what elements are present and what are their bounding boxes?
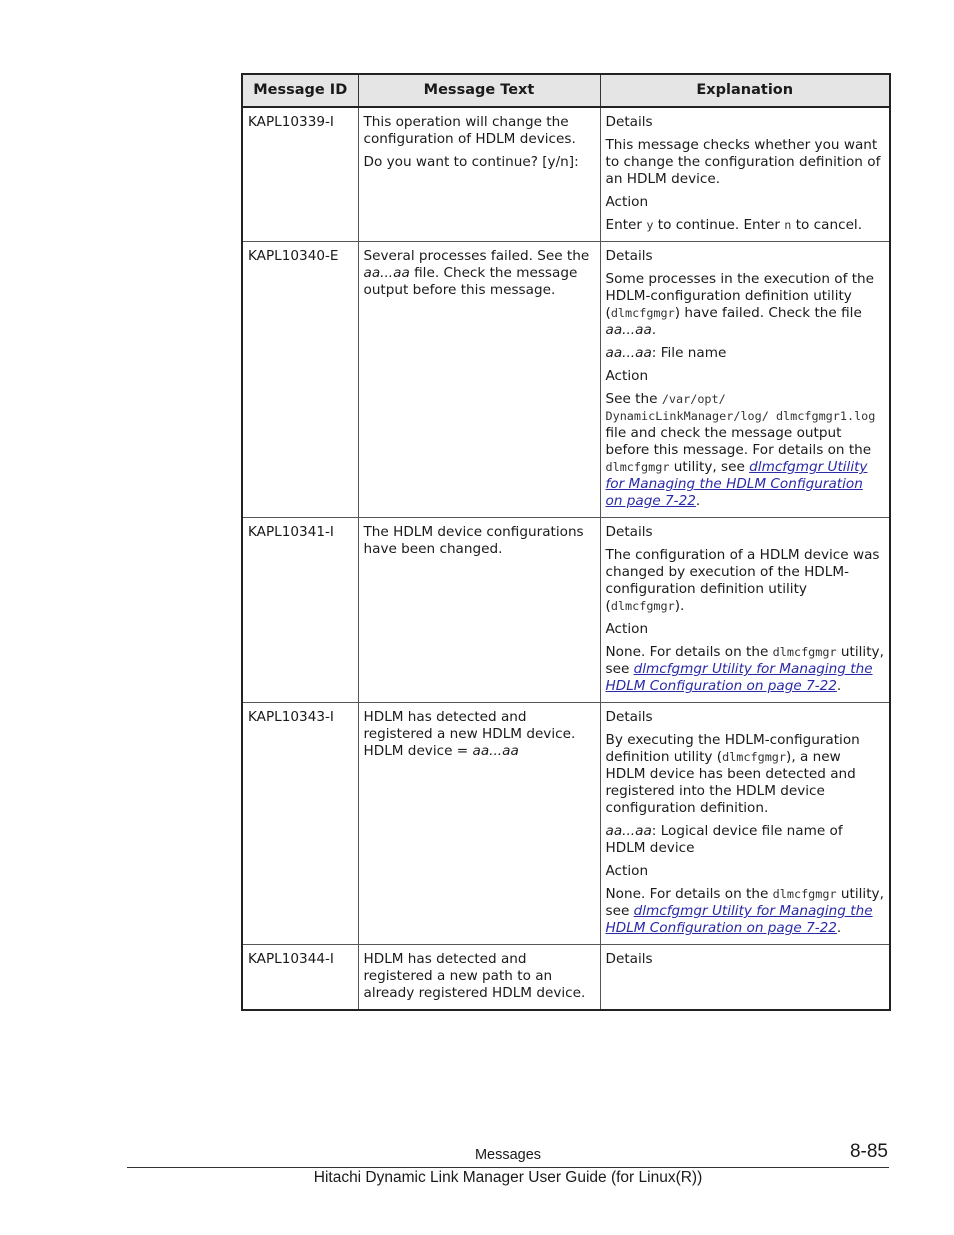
page-number: 8-85 bbox=[849, 1141, 888, 1162]
footer-guide-title: Hitachi Dynamic Link Manager User Guide (for Linux(R)) bbox=[313, 1169, 703, 1186]
message-text-line: Do you want to continue? [y/n]: bbox=[363, 154, 579, 170]
action-label: Action bbox=[605, 368, 649, 384]
footer-divider bbox=[127, 1167, 889, 1168]
action-text: None. For details on the dlmcfgmgr utility, see dlmcfgmgr Utility for Managing the HDLM Configuration on page 7-22. bbox=[605, 644, 884, 694]
message-text: Several processes failed. See the aa...aa file. Check the message output before this message. bbox=[358, 242, 600, 518]
cross-reference-link[interactable]: dlmcfgmgr Utility for Managing the HDLM Configuration on page 7-22 bbox=[605, 459, 868, 509]
details-text: Some processes in the execution of the HDLM-configuration definition utility (dlmcfgmgr) have failed. Check the file aa...aa. bbox=[605, 271, 875, 338]
details-label: Details bbox=[605, 524, 653, 540]
message-text: The HDLM device configurations have been changed. bbox=[358, 518, 600, 703]
action-label: Action bbox=[605, 621, 649, 637]
message-text-line: This operation will change the configuration of HDLM devices. bbox=[363, 114, 576, 147]
header-explanation: Explanation bbox=[600, 74, 890, 107]
table-header-row bbox=[242, 74, 890, 107]
explanation bbox=[600, 107, 890, 242]
cross-reference-link[interactable]: dlmcfgmgr Utility for Managing the HDLM Configuration on page 7-22 bbox=[605, 903, 873, 936]
explanation bbox=[600, 945, 890, 1011]
message-id: KAPL10344-I bbox=[242, 945, 358, 1011]
explanation bbox=[600, 703, 890, 945]
action-text: None. For details on the dlmcfgmgr utility, see dlmcfgmgr Utility for Managing the HDLM Configuration on page 7-22. bbox=[605, 886, 884, 936]
action-label: Action bbox=[605, 863, 649, 879]
details-label: Details bbox=[605, 248, 653, 264]
variable-note: aa...aa: File name bbox=[605, 345, 727, 361]
message-id: KAPL10339-I bbox=[242, 107, 358, 242]
message-id: KAPL10343-I bbox=[242, 703, 358, 945]
details-text: By executing the HDLM-configuration definition utility (dlmcfgmgr), a new HDLM device has been detected and registered into the HDLM device configuration definition. bbox=[605, 732, 860, 816]
details-label: Details bbox=[605, 114, 653, 130]
details-label: Details bbox=[605, 709, 653, 725]
explanation bbox=[600, 518, 890, 703]
message-id: KAPL10340-E bbox=[242, 242, 358, 518]
footer-section-title: Messages bbox=[474, 1147, 542, 1163]
header-message-text: Message Text bbox=[358, 74, 600, 107]
table-row bbox=[242, 945, 890, 1011]
table-row bbox=[242, 703, 890, 945]
details-text: This message checks whether you want to change the configuration definition of an HDLM device. bbox=[605, 137, 881, 187]
header-message-id: Message ID bbox=[242, 74, 358, 107]
message-id: KAPL10341-I bbox=[242, 518, 358, 703]
action-text: See the /var/opt/ DynamicLinkManager/log/ dlmcfgmgr1.log file and check the message output before this message. For details on the dlmcfgmgr utility, see dlmcfgmgr Utility for Managing the HDLM Configuration on page 7-22. bbox=[605, 391, 876, 509]
message-text bbox=[358, 107, 600, 242]
table-row bbox=[242, 518, 890, 703]
explanation bbox=[600, 242, 890, 518]
cross-reference-link[interactable]: dlmcfgmgr Utility for Managing the HDLM Configuration on page 7-22 bbox=[605, 661, 873, 694]
message-text: HDLM has detected and registered a new HDLM device. HDLM device = aa...aa bbox=[358, 703, 600, 945]
variable-note: aa...aa: Logical device file name of HDLM device bbox=[605, 823, 843, 856]
table-row bbox=[242, 242, 890, 518]
details-text: The configuration of a HDLM device was changed by execution of the HDLM-configuration definition utility (dlmcfgmgr). bbox=[605, 547, 880, 614]
message-text: HDLM has detected and registered a new path to an already registered HDLM device. bbox=[358, 945, 600, 1011]
messages-table bbox=[241, 73, 891, 1011]
action-label: Action bbox=[605, 194, 649, 210]
action-text: Enter y to continue. Enter n to cancel. bbox=[605, 217, 863, 233]
details-label: Details bbox=[605, 951, 653, 967]
table-row bbox=[242, 107, 890, 242]
